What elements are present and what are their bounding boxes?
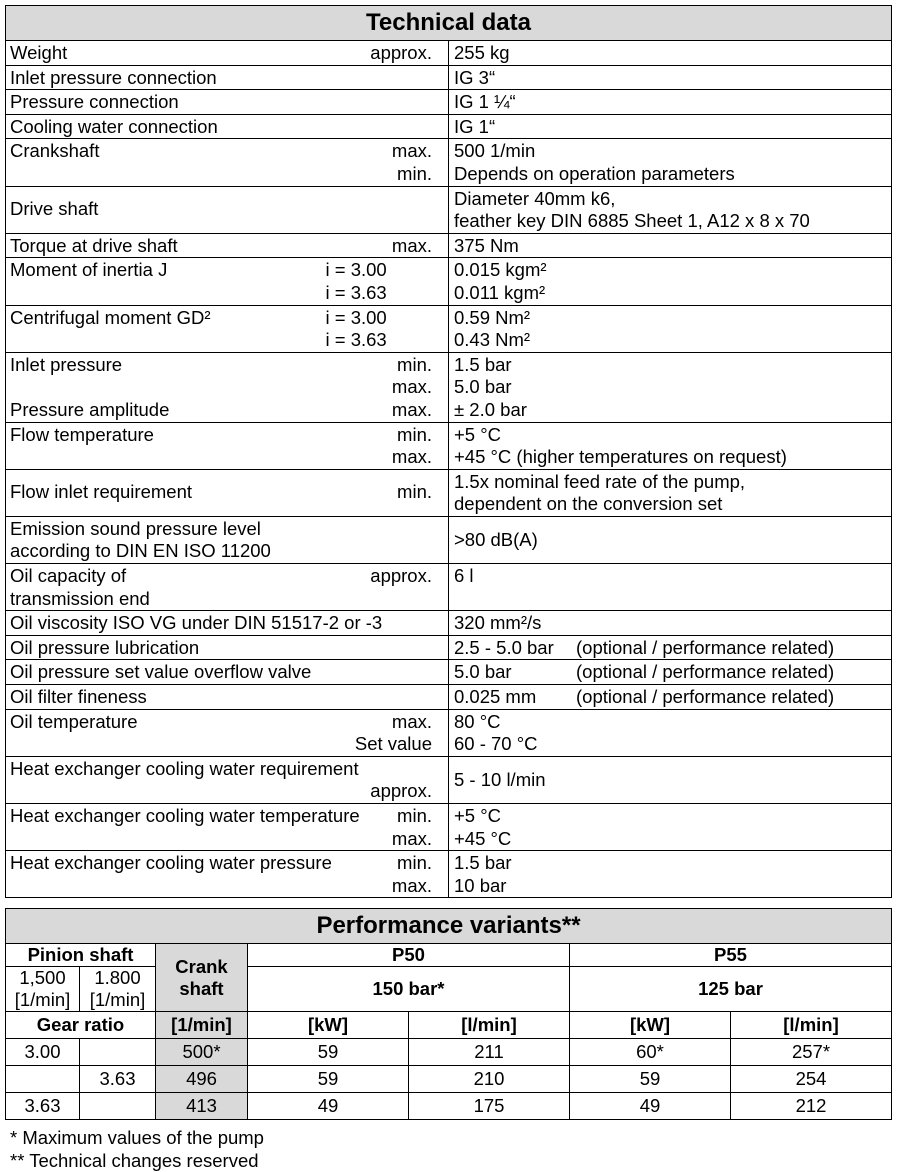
row-emission-sound: [6, 516, 892, 563]
label-oil-pressure-set: Oil pressure set value overflow valve: [6, 660, 449, 685]
value-oil-filter: 0.025 mm: [454, 686, 537, 708]
value-flow-inlet-2: dependent on the conversion set: [454, 493, 723, 515]
ratio-centrifugal-2: i = 3.63: [325, 329, 387, 351]
value-amplitude: ± 2.0 bar: [454, 398, 527, 420]
value-hx-water-requirement: 5 - 10 l/min: [449, 756, 892, 803]
label-crankshaft: Crankshaft: [6, 139, 231, 186]
value-inlet-pressure-connection: IG 3“: [449, 65, 892, 90]
ratio-inertia-1: i = 3.00: [325, 259, 387, 281]
qual-flow-temp-max: max.: [391, 446, 432, 468]
p55-pressure: 125 bar: [570, 967, 892, 1012]
value-pressure-connection: IG 1 ¼“: [449, 90, 892, 115]
row-flow-inlet-requirement: [6, 469, 892, 516]
qual-crankshaft-min: min.: [397, 162, 432, 184]
row-moment-of-inertia: [6, 258, 892, 305]
value-inertia-1: 0.015 kgm²: [454, 259, 547, 281]
label-emission-2: according to DIN EN ISO 11200: [10, 540, 271, 562]
value-hx-pressure-min: 1.5 bar: [454, 852, 512, 874]
footnote-maximum-values: * Maximum values of the pump: [10, 1127, 264, 1148]
qual-hx-temp-max: max.: [391, 827, 432, 849]
p50-header: P50: [248, 944, 570, 967]
label-torque: Torque at drive shaft: [6, 233, 231, 258]
footnote-technical-changes: ** Technical changes reserved: [10, 1150, 259, 1171]
row-hx-water-temperature: [6, 804, 892, 851]
value-hx-temp-max: +45 °C: [454, 827, 512, 849]
label-oil-temperature: Oil temperature: [6, 709, 231, 756]
row-oil-capacity: [6, 564, 892, 611]
row-crankshaft: [6, 139, 892, 186]
row-hx-water-pressure: [6, 851, 892, 898]
value-drive-shaft-2: feather key DIN 6885 Sheet 1, A12 x 8 x 70: [454, 210, 810, 232]
p55-lmin-header: [l/min]: [731, 1012, 892, 1039]
row-oil-filter: [6, 685, 892, 710]
row-oil-pressure-set: [6, 660, 892, 685]
value-hx-temp-min: +5 °C: [454, 805, 501, 826]
label-oil-filter: Oil filter fineness: [6, 685, 449, 710]
row-oil-viscosity: [6, 611, 892, 636]
crank-unit-header: [1/min]: [156, 1012, 248, 1039]
qual-inlet-min: min.: [397, 353, 432, 375]
table-row: 3.63 496 59 210 59 254: [6, 1066, 892, 1093]
row-drive-shaft: [6, 186, 892, 233]
table-row: 3.63 413 49 175 49 212: [6, 1093, 892, 1120]
value-inlet-min: 1.5 bar: [454, 353, 512, 375]
gear-ratio-header: Gear ratio: [6, 1012, 156, 1039]
value-oil-capacity: 6 l: [449, 564, 892, 611]
row-inlet-pressure: [6, 352, 892, 422]
value-centrifugal-1: 0.59 Nm²: [454, 306, 531, 328]
qual-oil-temp-set: Set value: [354, 733, 432, 755]
value-flow-temp-min: +5 °C: [454, 423, 501, 445]
value-crankshaft-min: Depends on operation parameters: [454, 162, 735, 184]
label-oil-capacity: Oil capacity of transmission end: [6, 564, 231, 611]
pinion-shaft-header: Pinion shaft: [6, 944, 156, 967]
label-hx-water-temperature: Heat exchanger cooling water temperature: [10, 805, 360, 826]
value-oil-temp-max: 80 °C: [454, 710, 501, 732]
pinion-speed-1500: 1,500 [1/min]: [6, 967, 80, 1012]
p55-header: P55: [570, 944, 892, 967]
value-oil-pressure-set: 5.0 bar: [454, 661, 512, 683]
performance-title: Performance variants**: [6, 909, 892, 944]
label-oil-pressure-lubrication: Oil pressure lubrication: [6, 635, 449, 660]
technical-data-table: [5, 5, 892, 898]
value-torque: 375 Nm: [449, 233, 892, 258]
row-flow-temperature: [6, 422, 892, 469]
label-hx-water-requirement: Heat exchanger cooling water requirement: [10, 757, 359, 779]
value-inertia-2: 0.011 kgm²: [454, 281, 546, 303]
row-pressure-connection: [6, 90, 892, 115]
note-oil-filter: (optional / performance related): [576, 686, 835, 708]
value-weight: 255 kg: [449, 41, 892, 66]
note-oil-pressure-lubrication: (optional / performance related): [576, 636, 835, 658]
label-pressure-amplitude: Pressure amplitude: [10, 398, 170, 420]
value-cooling-water-connection: IG 1“: [449, 114, 892, 139]
p50-pressure: 150 bar*: [248, 967, 570, 1012]
pinion-speed-1800: 1.800 [1/min]: [80, 967, 156, 1012]
qual-oil-temp-max: max.: [391, 710, 432, 732]
value-oil-viscosity: 320 mm²/s: [449, 611, 892, 636]
qual-hx-pressure-min: min.: [397, 852, 432, 874]
qual-hx-temp-min: min.: [397, 805, 432, 826]
qual-hx-water-requirement: approx.: [370, 780, 432, 802]
label-inlet-pressure: Inlet pressure: [10, 353, 123, 375]
label-weight: Weight: [6, 41, 231, 66]
value-drive-shaft-1: Diameter 40mm k6,: [454, 187, 616, 209]
label-emission-1: Emission sound pressure level: [10, 517, 261, 539]
qual-hx-pressure-max: max.: [391, 874, 432, 896]
note-oil-pressure-set: (optional / performance related): [576, 661, 835, 683]
value-flow-temp-max: +45 °C (higher temperatures on request): [454, 446, 787, 468]
label-flow-inlet-requirement: Flow inlet requirement: [6, 469, 231, 516]
technical-data-title: Technical data: [6, 6, 892, 41]
value-oil-temp-set: 60 - 70 °C: [454, 733, 538, 755]
row-cooling-water-connection: [6, 114, 892, 139]
label-pressure-connection: Pressure connection: [6, 90, 231, 115]
qual-flow-temp-min: min.: [397, 423, 432, 445]
label-hx-water-pressure: Heat exchanger cooling water pressure: [6, 851, 231, 898]
qual-weight: approx.: [231, 41, 449, 66]
ratio-inertia-2: i = 3.63: [325, 281, 387, 303]
row-weight: [6, 41, 892, 66]
qual-inlet-max: max.: [391, 376, 432, 398]
row-centrifugal-moment: [6, 305, 892, 352]
p50-kw-header: [kW]: [248, 1012, 409, 1039]
value-emission: >80 dB(A): [449, 516, 892, 563]
performance-variants-table: [5, 908, 892, 1120]
value-hx-pressure-max: 10 bar: [454, 874, 507, 896]
label-moment-of-inertia: Moment of inertia J: [6, 258, 231, 305]
row-oil-pressure-lubrication: [6, 635, 892, 660]
row-oil-temperature: [6, 709, 892, 756]
table-row: 3.00 500* 59 211 60* 257*: [6, 1039, 892, 1066]
row-inlet-pressure-connection: [6, 65, 892, 90]
row-hx-water-requirement: [6, 756, 892, 803]
value-inlet-max: 5.0 bar: [454, 376, 512, 398]
qual-oil-capacity: approx.: [231, 564, 449, 611]
row-torque: [6, 233, 892, 258]
label-centrifugal-moment: Centrifugal moment GD²: [6, 305, 231, 352]
label-inlet-pressure-connection: Inlet pressure connection: [6, 65, 231, 90]
p50-lmin-header: [l/min]: [409, 1012, 570, 1039]
label-flow-temperature: Flow temperature: [6, 422, 231, 469]
qual-torque: max.: [231, 233, 449, 258]
label-cooling-water-connection: Cooling water connection: [6, 114, 231, 139]
value-oil-pressure-lubrication: 2.5 - 5.0 bar: [454, 636, 554, 658]
value-flow-inlet-1: 1.5x nominal feed rate of the pump,: [454, 470, 746, 492]
crank-shaft-header: Crank shaft: [156, 944, 248, 1012]
label-oil-viscosity: Oil viscosity ISO VG under DIN 51517-2 or -3: [6, 611, 449, 636]
footnotes: [10, 1126, 264, 1172]
qual-amplitude-max: max.: [391, 398, 432, 420]
qual-flow-inlet: min.: [231, 469, 449, 516]
value-crankshaft-max: 500 1/min: [454, 140, 536, 162]
qual-crankshaft-max: max.: [391, 140, 432, 162]
label-drive-shaft: Drive shaft: [6, 186, 231, 233]
ratio-centrifugal-1: i = 3.00: [325, 306, 387, 328]
p55-kw-header: [kW]: [570, 1012, 731, 1039]
value-centrifugal-2: 0.43 Nm²: [454, 329, 531, 351]
